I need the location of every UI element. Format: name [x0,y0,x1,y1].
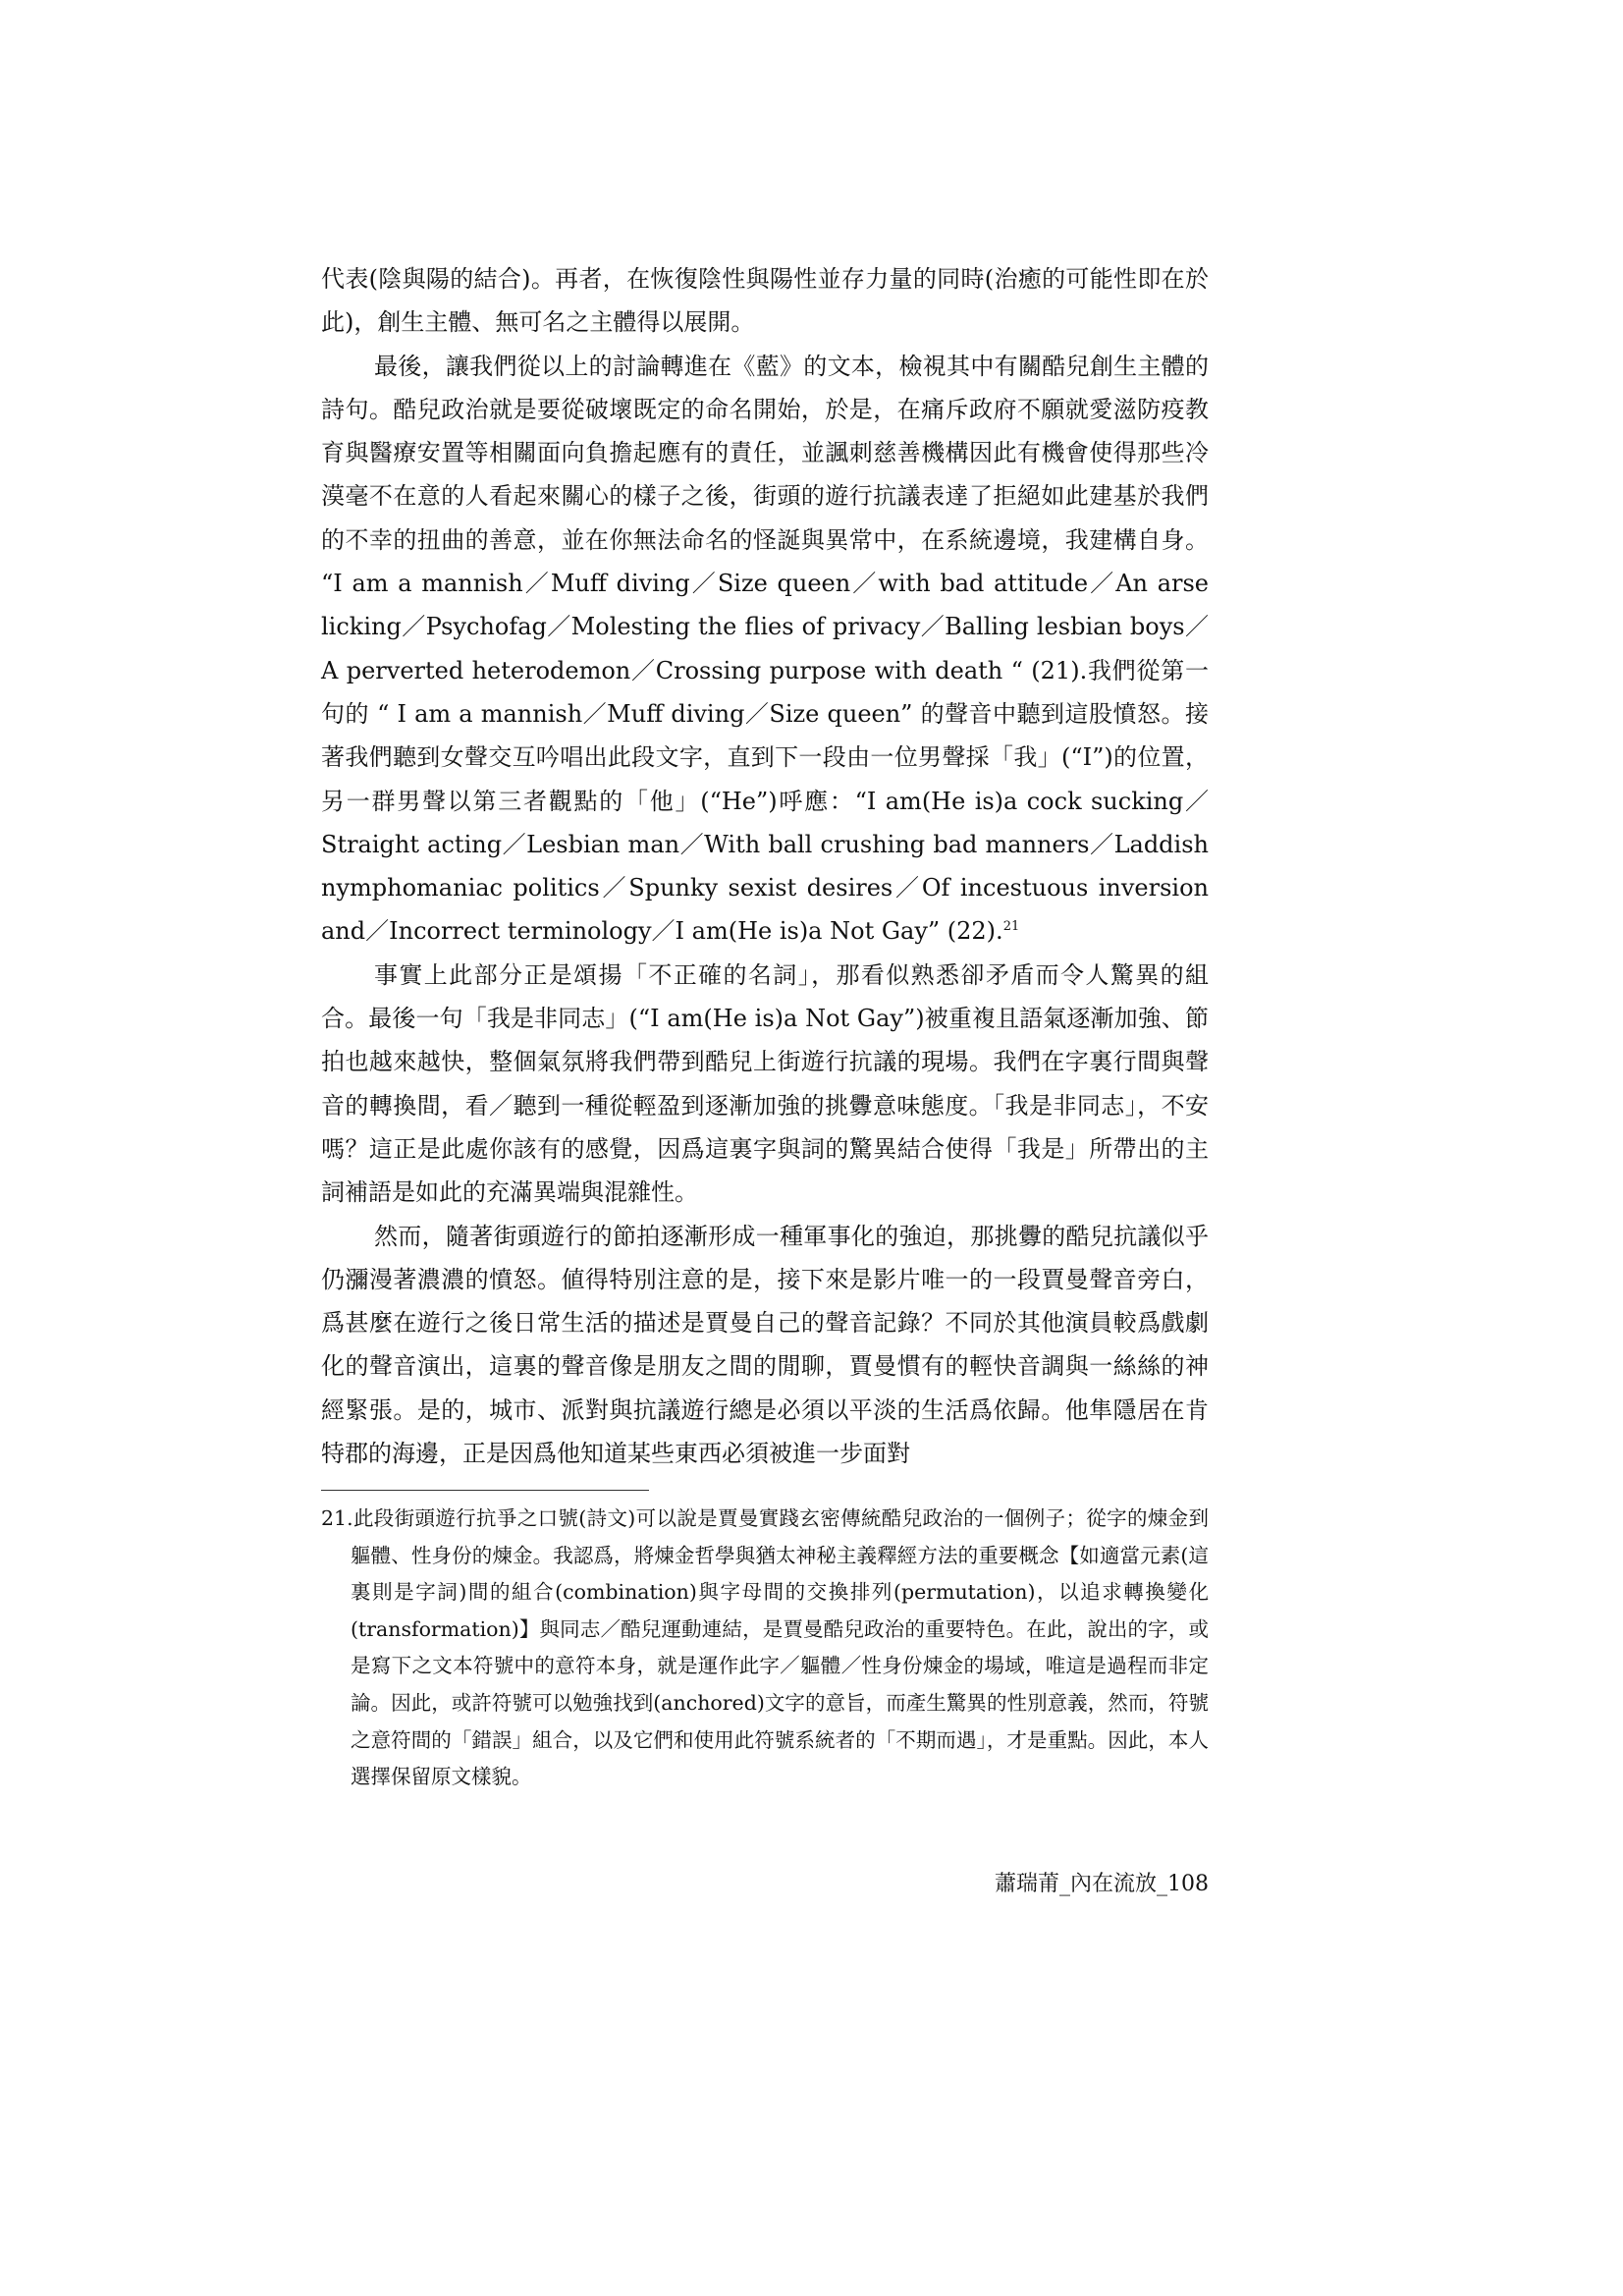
paragraph-1: 代表(陰與陽的結合)。再者，在恢復陰性與陽性並存力量的同時(治癒的可能性即在於此)，創生主體、無可名之主體得以展開。 [321,265,1209,337]
paragraph-2-text: 最後，讓我們從以上的討論轉進在《藍》的文本，檢視其中有關酷兒創生主體的詩句。酷兒政治就是要從破壞既定的命名開始，於是，在痛斥政府不願就愛滋防疫教育與醫療安置等相關面向負擔起應有的責任，並諷刺慈善機構因此有機會使得那些冷漠毫不在意的人看起來關心的樣子之後，街頭的遊行抗議表達了拒絕如此建基於我們的不幸的扭曲的善意，並在你無法命名的怪誕與異常中，在系統邊境，我建構自身。 “I am a mannish／Muff diving／Size queen／with bad attitude／An arse licking／Psychofag／Molesting the flies of privacy／Balling lesbian boys／A perverted heterodemon／Crossing purpose with death “ (21).我們從第一句的 “ I am a mannish／Muff diving／Size queen” 的聲音中聽到這股憤怒。接著我們聽到女聲交互吟唱出此段文字，直到下一段由一位男聲採「我」(“I”)的位置，另一群男聲以第三者觀點的「他」(“He”)呼應：“I am(He is)a cock sucking／Straight acting／Lesbian man／With ball crushing bad manners／Laddish nymphomaniac politics／Spunky sexist desires／Of incestuous inversion and／Incorrect terminology／I am(He is)a Not Gay” (22). [321,352,1209,946]
footnote-21: 21.此段街頭遊行抗爭之口號(詩文)可以說是賈曼實踐玄密傳統酷兒政治的一個例子；從字的煉金到軀體、性身份的煉金。我認爲，將煉金哲學與猶太神秘主義釋經方法的重要概念【如適當元素(這裏則是字詞)間的組合(combination)與字母間的交換排列(permutation)，以追求轉換變化(transformation)】與同志／酷兒運動連結，是賈曼酷兒政治的重要特色。在此，說出的字，或是寫下之文本符號中的意符本身，就是運作此字／軀體／性身份煉金的場域，唯這是過程而非定論。因此，或許符號可以勉強找到(anchored)文字的意旨，而產生驚異的性別意義，然而，符號之意符間的「錯誤」組合，以及它們和使用此符號系統者的「不期而遇」，才是重點。因此，本人選擇保留原文樣貌。 [321,1506,1209,1789]
paragraph-3: 事實上此部分正是頌揚「不正確的名詞」，那看似熟悉卻矛盾而令人驚異的組合。最後一句「我是非同志」(“I am(He is)a Not Gay”)被重複且語氣逐漸加強、節拍也越來越快，整個氣氛將我們帶到酷兒上街遊行抗議的現場。我們在字裏行間與聲音的轉換間，看／聽到一種從輕盈到逐漸加強的挑釁意味態度。「我是非同志」，不安嗎？這正是此處你該有的感覺，因爲這裏字與詞的驚異結合使得「我是」所帶出的主詞補語是如此的充滿異端與混雜性。 [321,960,1209,1207]
footnote-divider [321,1490,649,1491]
page-footer: 蕭瑞莆_內在流放_108 [995,1872,1209,1896]
body-text [321,257,1209,1475]
footnote-ref-21: 21 [1002,919,1020,935]
paragraph-4: 然而，隨著街頭遊行的節拍逐漸形成一種軍事化的強迫，那挑釁的酷兒抗議似乎仍瀰漫著濃濃的憤怒。値得特別注意的是，接下來是影片唯一的一段賈曼聲音旁白，爲甚麼在遊行之後日常生活的描述是賈曼自己的聲音記錄？不同於其他演員較爲戲劇化的聲音演出，這裏的聲音像是朋友之間的閒聊，賈曼慣有的輕快音調與一絲絲的神經緊張。是的，城市、派對與抗議遊行總是必須以平淡的生活爲依歸。他隼隱居在肯特郡的海邊，正是因爲他知道某些東西必須被進一步面對 [321,1222,1209,1468]
paragraph-2 [321,345,1209,954]
